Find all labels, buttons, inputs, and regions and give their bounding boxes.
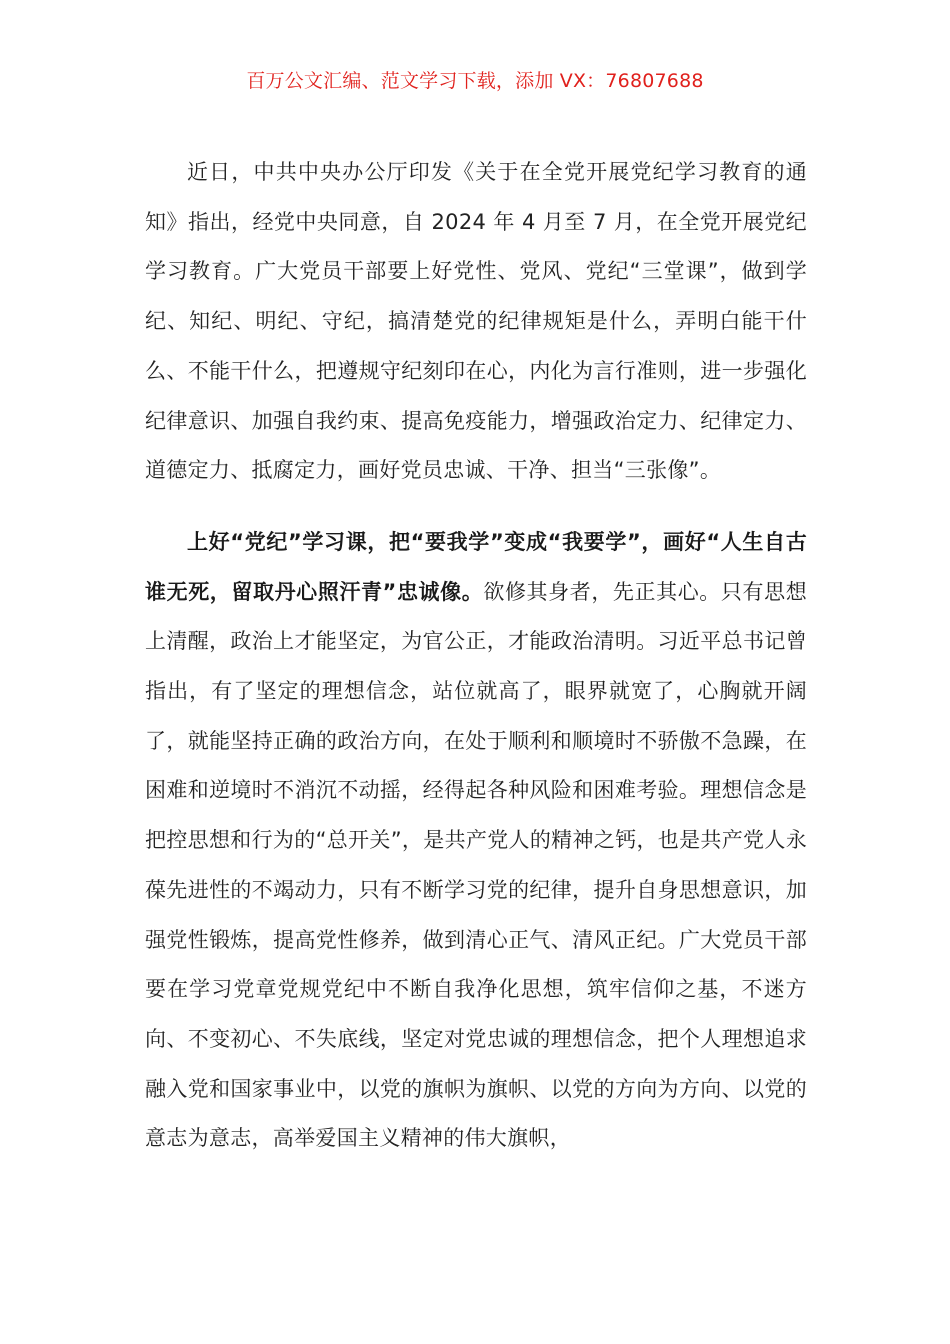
document-body [145, 148, 807, 1164]
paragraph-text: 欲修其身者，先正其心。只有思想上清醒，政治上才能坚定，为官公正，才能政治清明。习近平总书记曾指出，有了坚定的理想信念，站位就高了，眼界就宽了，心胸就开阔了，就能坚持正确的政治方向，在处于顺利和顺境时不骄傲不急躁，在困难和逆境时不消沉不动摇，经得起各种风险和困难考验。理想信念是把控思想和行为的“总开关”，是共产党人的精神之钙，也是共产党人永葆先进性的不竭动力，只有不断学习党的纪律，提升自身思想意识，加强党性锻炼，提高党性修养，做到清心正气、清风正纪。广大党员干部要在学习党章党规党纪中不断自我净化思想，筑牢信仰之基，不迷方向、不变初心、不失底线，坚定对党忠诚的理想信念，把个人理想追求融入党和国家事业中，以党的旗帜为旗帜、以党的方向为方向、以党的意志为意志，高举爱国主义精神的伟大旗帜， [145, 579, 807, 1151]
section-heading: 上好“党纪”学习课，把“要我学”变成“我要学”，画好“人生自古谁无死，留取丹心照汗青”忠诚像。 [145, 529, 807, 604]
download-banner: 百万公文汇编、范文学习下载，添加 VX：76807688 [246, 70, 704, 92]
paragraph-intro [145, 148, 807, 496]
paragraph-section-1 [145, 518, 807, 1164]
paragraph-text: 近日，中共中央办公厅印发《关于在全党开展党纪学习教育的通知》指出，经党中央同意，自 2024 年 4 月至 7 月，在全党开展党纪学习教育。广大党员干部要上好党性、党风、党纪“三堂课”，做到学纪、知纪、明纪、守纪，搞清楚党的纪律规矩是什么，弄明白能干什么、不能干什么，把遵规守纪刻印在心，内化为言行准则，进一步强化纪律意识、加强自我约束、提高免疫能力，增强政治定力、纪律定力、道德定力、抵腐定力，画好党员忠诚、干净、担当“三张像”。 [145, 160, 807, 483]
